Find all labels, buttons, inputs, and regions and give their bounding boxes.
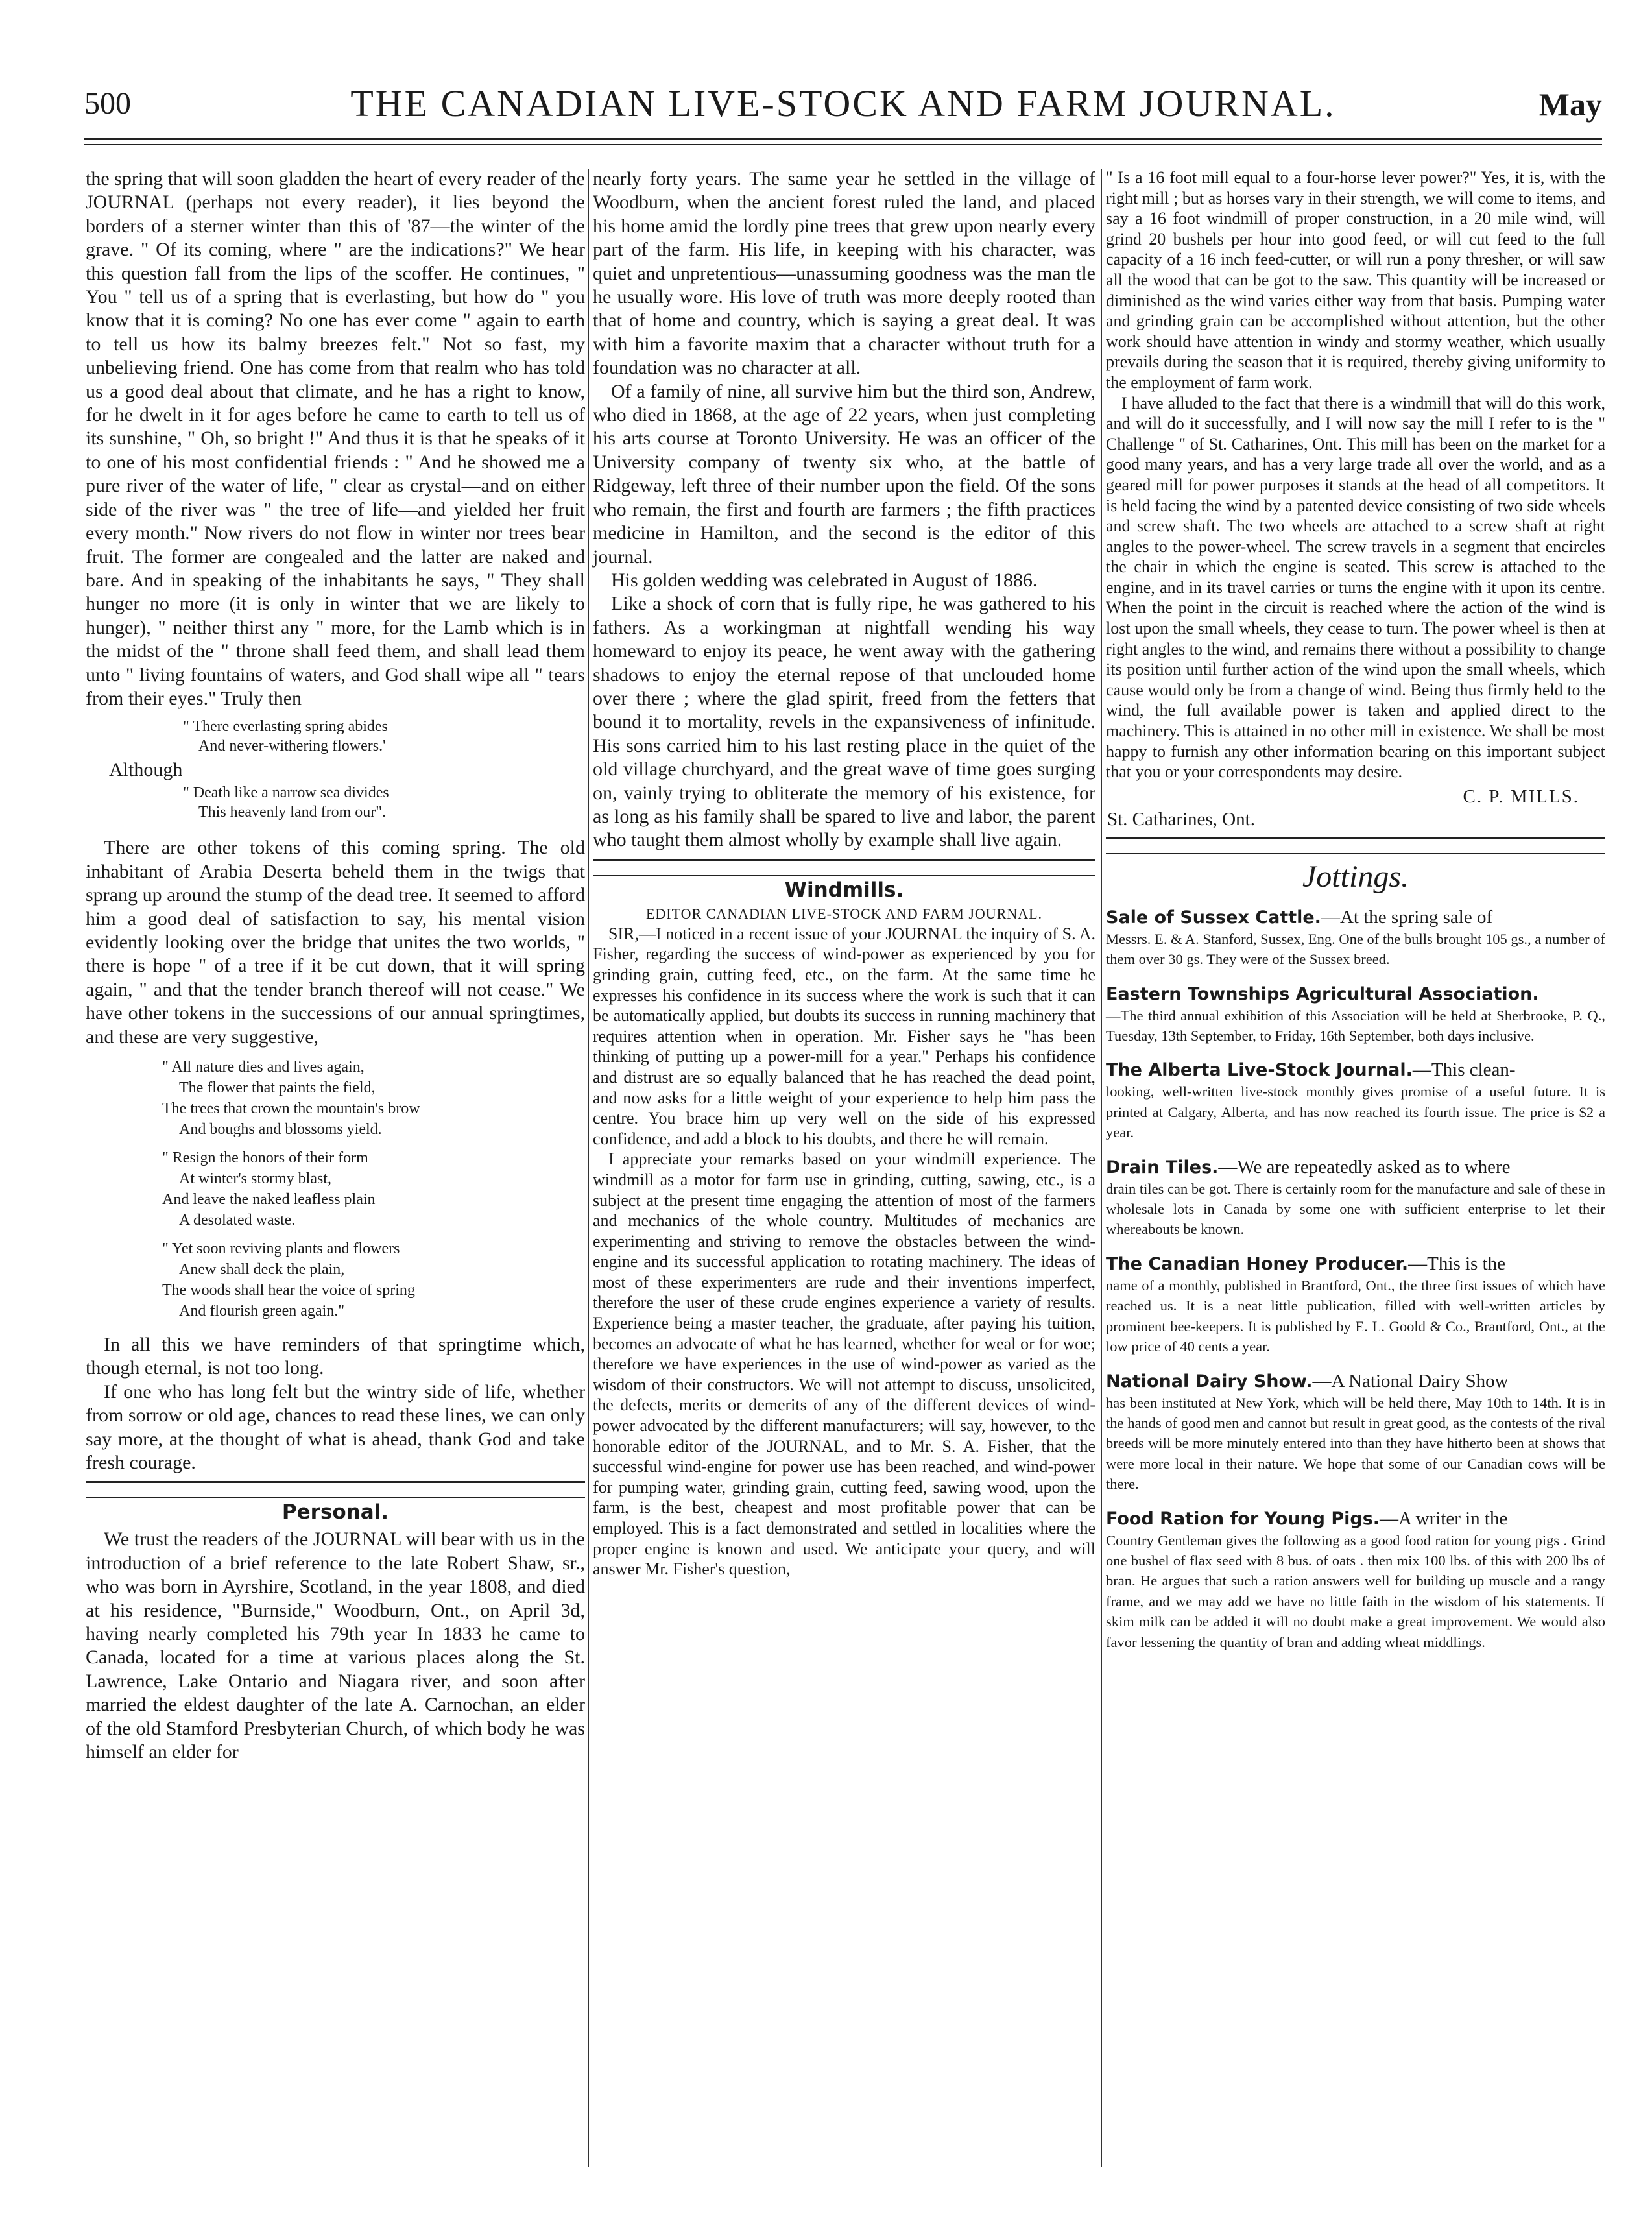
section-divider bbox=[86, 1481, 585, 1498]
poem-line: " Yet soon reviving plants and flowers bbox=[162, 1240, 400, 1257]
section-heading-jottings: Jottings. bbox=[1302, 859, 1409, 894]
jotting-heading: National Dairy Show. bbox=[1106, 1371, 1313, 1391]
verse-line: " Death like a narrow sea divides bbox=[183, 784, 389, 802]
article-paragraph: If one who has long felt but the wintry side of life, whether from sorrow or old age, chances to read these lines, we can only say more, at the thought of what is ahead, thank God and take fresh courage. bbox=[86, 1380, 585, 1474]
header-rule-thin bbox=[84, 144, 1602, 145]
jotting-lead: —At the spring sale of bbox=[1321, 906, 1493, 928]
letter-paragraph: I have alluded to the fact that there is a windmill that will do this work, and will do it successfully, and I will now say the mill I refer to is the " Challenge " of St. Catharines, Ont. This mill has been on the market for a good many years, and has a very large trade all over the world, and as a geared mill for power purposes it stands at the head of all competitors. It is held facing the wind by a patented device consisting of two side wheels and screw shaft. The two wheels are attached to a screw shaft at right angles to the power-wheel. The screw travels in a segment that encircles the chair in which the engine is seated. This screw is attached to the engine, and in its travel carries or turns the engine with it upon its centre. When the point in the circuit is reached where the action of the wind is lost upon the small wheels, they cease to turn. The power wheel is then at right angles to the wind, and remains there without a possibility to change its position until further action of the wind upon the small wheels, which cause would only be from a change of wind. Being thus firmly held to the wind, the full available power is taken and applied direct to the machinery. This is attained in no other mill in existence. We shall be most happy to furnish any other information bearing on this important subject that you or your correspondents may desire. bbox=[1106, 393, 1605, 782]
poem-line: The flower that paints the field, bbox=[179, 1079, 376, 1096]
jotting-heading: Eastern Townships Agricultural Association. bbox=[1106, 983, 1539, 1004]
jotting-item bbox=[1106, 1059, 1605, 1142]
letter-salutation: EDITOR CANADIAN LIVE-STOCK AND FARM JOURNAL. bbox=[645, 905, 1043, 922]
jotting-body: looking, well-written live-stock monthly gives promise of a useful future. It is printed at Calgary, Alberta, and has now reached its fourth issue. The price is $2 a year. bbox=[1106, 1083, 1605, 1141]
poem-line: " All nature dies and lives again, bbox=[162, 1059, 365, 1076]
column-2 bbox=[593, 167, 1095, 1580]
jotting-body: name of a monthly, published in Brantford, Ont., the three first issues of which have reached us. It is a neat little publication, filled with well-written articles by prominent bee-keepers. It is published by E. L. Goold & Co., Brantford, Ont., at the low price of 40 cents a year. bbox=[1106, 1277, 1605, 1355]
jotting-item bbox=[1106, 906, 1605, 970]
jotting-item bbox=[1106, 983, 1605, 1046]
jotting-body: Country Gentleman gives the following as a good food ration for young pigs . Grind one bushel of flax seed with 8 bus. of oats . then mix 100 lbs. of this with 200 lbs of bran. He argues that such a ration answers well for building up muscle and a rangy frame, and we may add we have no little faith in the wisdom of his statements. If skim milk can be added it will no doubt make a great improvement. We would also favor lessening the quantity of bran and adding wheat middlings. bbox=[1106, 1532, 1605, 1650]
jotting-lead: —We are repeatedly asked as to where bbox=[1218, 1156, 1511, 1177]
section-heading-personal: Personal. bbox=[281, 1500, 389, 1524]
letter-paragraph: " Is a 16 foot mill equal to a four-horse lever power?" Yes, it is, with the right mill ; but as horses vary in their strength, we will come to items, and say a 16 foot windmill of proper construction, in a 20 mile wind, will grind 20 bushels per hour into good feed, or will cut feed to the full capacity of a 16 inch feed-cutter, or will run a pony thresher, or will saw all the wood that can be got to the saw. This quantity will be increased or diminished as the wind varies either way from that basis. Pumping water and grinding grain can be accomplished without attention, but the other work should have attention in windy and stormy weather, which usually prevails during the season that it is required, thereby giving uniformity to the employment of farm work. bbox=[1106, 168, 1605, 392]
jotting-item bbox=[1106, 1370, 1605, 1495]
letter-paragraph: I appreciate your remarks based on your windmill experience. The windmill as a motor for farm use in grinding, cutting, sawing, etc., is a subject at the present time engaging the attention of most of the farmers and mechanics of the whole country. Multitudes of mechanics are experimenting and striving to remove the obstacles between the wind-engine and its successful application to rotating machinery. The ideas of most of these experimenters are rude and their inventions imperfect, therefore the user of these crude engines experience a variety of results. Experience being a master teacher, the graduate, after paying his tuition, becomes an advocate of what he has learned, whether for weal or for woe; therefore we have experiences in the use of wind-power as varied as the wisdom of their constructors. We will not attempt to discuss, unsolicited, the defects, merits or demerits of any of the different devices of wind-power advocated by the different manufacturers; will say, however, to the honorable editor of the JOURNAL, and to Mr. S. A. Fisher, that the successful wind-engine for power use has been reached, and wind-power for pumping water, grinding grain, cutting feed, sawing wood, upon the farm, is the best, cheapest and most profitable power that can be employed. This is a fact demonstrated and settled in localities where the proper engine is known and used. We anticipate your query, and will answer Mr. Fisher's question, bbox=[593, 1150, 1095, 1579]
jotting-body: drain tiles can be got. There is certainly room for the manufacture and sale of these in wholesale lots in Canada by some one with sufficient enterprise to let their whereabouts be known. bbox=[1106, 1180, 1605, 1238]
letter-signature: C. P. MILLS. bbox=[1463, 786, 1579, 807]
jotting-lead: —This is the bbox=[1408, 1253, 1506, 1274]
poem-line: The woods shall hear the voice of spring bbox=[162, 1282, 415, 1299]
jotting-body: has been instituted at New York, which will be held there, May 10th to 14th. It is in the hands of good men and cannot but result in great good, as the contests of the rival breeds will be more minutely entered into than they have hitherto been at shows that were more local in their nature. We hope that some of our Canadian cows will be there. bbox=[1106, 1394, 1605, 1493]
article-paragraph: There are other tokens of this coming spring. The old inhabitant of Arabia Deserta beheld them in the twigs that sprang up around the stump of the dead tree. It seemed to afford him a good deal of satisfaction to say, his mental vision evidently looking over the bridge that unites the two worlds, " there is hope " of a tree if it be cut down, that it will spring again, " and that the tender branch thereof will not cease." We have other tokens in the successions of our annual springtimes, and these are very suggestive, bbox=[86, 837, 585, 1048]
poem-stanza bbox=[162, 1148, 585, 1231]
article-text: Although bbox=[109, 759, 183, 781]
jotting-body: Messrs. E. & A. Stanford, Sussex, Eng. One of the bulls brought 105 gs., a number of them over 30 gs. They were of the Sussex breed. bbox=[1106, 930, 1605, 968]
column-3 bbox=[1106, 167, 1605, 1665]
poem-line: " Resign the honors of their form bbox=[162, 1150, 368, 1166]
issue-month: May bbox=[1538, 86, 1602, 123]
poem-line: And flourish green again." bbox=[179, 1303, 345, 1319]
jotting-body: —The third annual exhibition of this Association will be held at Sherbrooke, P. Q., Tuesday, 13th September, to Friday, 16th September, both days inclusive. bbox=[1106, 1007, 1605, 1044]
section-divider bbox=[593, 859, 1095, 876]
poem bbox=[162, 1057, 585, 1321]
verse-quote bbox=[183, 783, 585, 822]
letter-place: St. Catharines, Ont. bbox=[1107, 808, 1255, 830]
section-heading-windmills: Windmills. bbox=[784, 878, 904, 902]
poem-stanza bbox=[162, 1057, 585, 1140]
article-paragraph: In all this we have reminders of that springtime which, though eternal, is not too long. bbox=[86, 1334, 585, 1379]
jotting-heading: The Canadian Honey Producer. bbox=[1106, 1253, 1409, 1274]
section-divider bbox=[1106, 837, 1605, 854]
article-paragraph: Of a family of nine, all survive him but the third son, Andrew, who died in 1868, at the age of 22 years, when just completing his arts course at Toronto University. He was an officer of the University company of twenty six who, at the battle of Ridgeway, left three of their number upon the field. Of the sons who remain, the first and fourth are farmers ; the fifth practices medicine in Hamilton, and the second is the editor of this journal. bbox=[593, 380, 1095, 568]
poem-line: Anew shall deck the plain, bbox=[179, 1261, 345, 1278]
jotting-item bbox=[1106, 1253, 1605, 1357]
page-header bbox=[84, 77, 1602, 135]
verse-line: And never-withering flowers.' bbox=[198, 738, 386, 755]
header-rule-thick bbox=[84, 138, 1602, 140]
jotting-heading: Sale of Sussex Cattle. bbox=[1106, 907, 1321, 928]
poem-line: And leave the naked leafless plain bbox=[162, 1191, 376, 1208]
jotting-lead: —A National Dairy Show bbox=[1312, 1370, 1509, 1391]
page-number: 500 bbox=[84, 86, 131, 121]
article-paragraph: We trust the readers of the JOURNAL will bear with us in the introduction of a brief reference to the late Robert Shaw, sr., who was born in Ayrshire, Scotland, in the year 1808, and died at his residence, "Burnside," Woodburn, Ont., on April 3d, having nearly completed his 79th year In 1833 he came to Canada, located for a time at various places along the St. Lawrence, Lake Ontario and Niagara river, and soon after married the eldest daughter of the late A. Carnochan, an elder of the old Stamford Presbyterian Church, of which body he was himself an elder for bbox=[86, 1528, 585, 1763]
jotting-item bbox=[1106, 1156, 1605, 1240]
article-paragraph: nearly forty years. The same year he settled in the village of Woodburn, when the ancient forest ruled the land, and placed his home amid the lordly pine trees that grew upon nearly every part of the farm. His life, in keeping with his character, was quiet and unpretentious—unassuming goodness was the man tle he usually wore. His love of truth was more deeply rooted than that of home and country, which is saying a great deal. It was with him a favorite maxim that a character without truth for a foundation was no character at all. bbox=[593, 168, 1095, 379]
poem-line: And boughs and blossoms yield. bbox=[179, 1121, 382, 1138]
article-paragraph: Like a shock of corn that is fully ripe, he was gathered to his fathers. As a workingman at nightfall wending his way homeward to enjoy its peace, he went away with the gathering shadows to enjoy the eternal repose of that unclouded home over there ; where the glad spirit, freed from the fetters that bound it to mortality, revels in the expansiveness of infinitude. His sons carried him to his last resting place in the quiet of the old village churchyard, and the great wave of time goes surging on, vainly trying to obliterate the memory of his existence, for as long as his family shall be spared to live and labor, the parent who taught them almost wholly by example shall live again. bbox=[593, 593, 1095, 851]
article-paragraph: the spring that will soon gladden the heart of every reader of the JOURNAL (perhaps not every reader), it lies beyond the borders of a sterner winter than this of '87—the winter of the grave. " Of its coming, where " are the indications?" We hear this question fall from the lips of the scoffer. He continues, " You " tell us of a spring that is everlasting, but how do " you know that it is coming? No one has ever come " again to earth to tell us how its balmy breezes felt." Not so fast, my unbelieving friend. One has come from that realm who has told us a good deal about that climate, and he has a right to know, for he dwelt in it for ages before he came to earth to tell us of its sunshine, " Oh, so bright !" And thus it is that he speaks of it to one of his most confidential friends : " And he showed me a pure river of the water of life, " clear as crystal—and on either side of the river was " the tree of life—and yielded her fruit every month." Now rivers do not flow in winter nor trees bear fruit. The former are congealed and the latter are naked and bare. And in speaking of the inhabitants he says, " They shall hunger no more (it is only in winter that we are likely to hunger), " neither thirst any " more, for the Lamb which is in the midst of the " throne shall feed them, and shall lead them unto " living fountains of waters, and God shall wipe all " tears from their eyes." Truly then bbox=[86, 168, 585, 709]
jotting-heading: Food Ration for Young Pigs. bbox=[1106, 1508, 1380, 1529]
jotting-heading: Drain Tiles. bbox=[1106, 1157, 1219, 1177]
journal-title: THE CANADIAN LIVE-STOCK AND FARM JOURNAL. bbox=[350, 82, 1336, 125]
verse-quote bbox=[183, 717, 585, 756]
column-rule-2 bbox=[1101, 169, 1102, 2167]
poem-line: A desolated waste. bbox=[179, 1212, 296, 1229]
article-paragraph: His golden wedding was celebrated in August of 1886. bbox=[611, 569, 1038, 591]
jotting-lead: —A writer in the bbox=[1380, 1508, 1508, 1529]
verse-line: This heavenly land from our". bbox=[198, 804, 387, 821]
column-1 bbox=[86, 167, 585, 1764]
jotting-heading: The Alberta Live-Stock Journal. bbox=[1106, 1060, 1413, 1081]
jotting-lead: —This clean- bbox=[1412, 1059, 1516, 1081]
verse-line: " There everlasting spring abides bbox=[183, 718, 388, 736]
letter-paragraph: SIR,—I noticed in a recent issue of your JOURNAL the inquiry of S. A. Fisher, regarding the success of wind-power as experienced by you for grinding grain, cutting feed, etc., on the farm. At the same time he expresses his confidence in its success where the work is such that it can be automatically applied, but doubts its success in running machinery that requires attention when in operation. Mr. Fisher says he "has been thinking of putting up a power-mill for a year." Perhaps his confidence and distrust are so equally balanced that he has reached the dead point, and now asks for a little weight of your experience to help him pass the centre. You brace him up very well on the side of his expressed confidence, and add a block to his doubts, and there he will remain. bbox=[593, 924, 1095, 1148]
column-rule-1 bbox=[588, 169, 589, 2167]
poem-line: At winter's stormy blast, bbox=[179, 1170, 331, 1187]
poem-stanza bbox=[162, 1238, 585, 1321]
poem-line: The trees that crown the mountain's brow bbox=[162, 1100, 420, 1117]
jotting-item bbox=[1106, 1508, 1605, 1652]
